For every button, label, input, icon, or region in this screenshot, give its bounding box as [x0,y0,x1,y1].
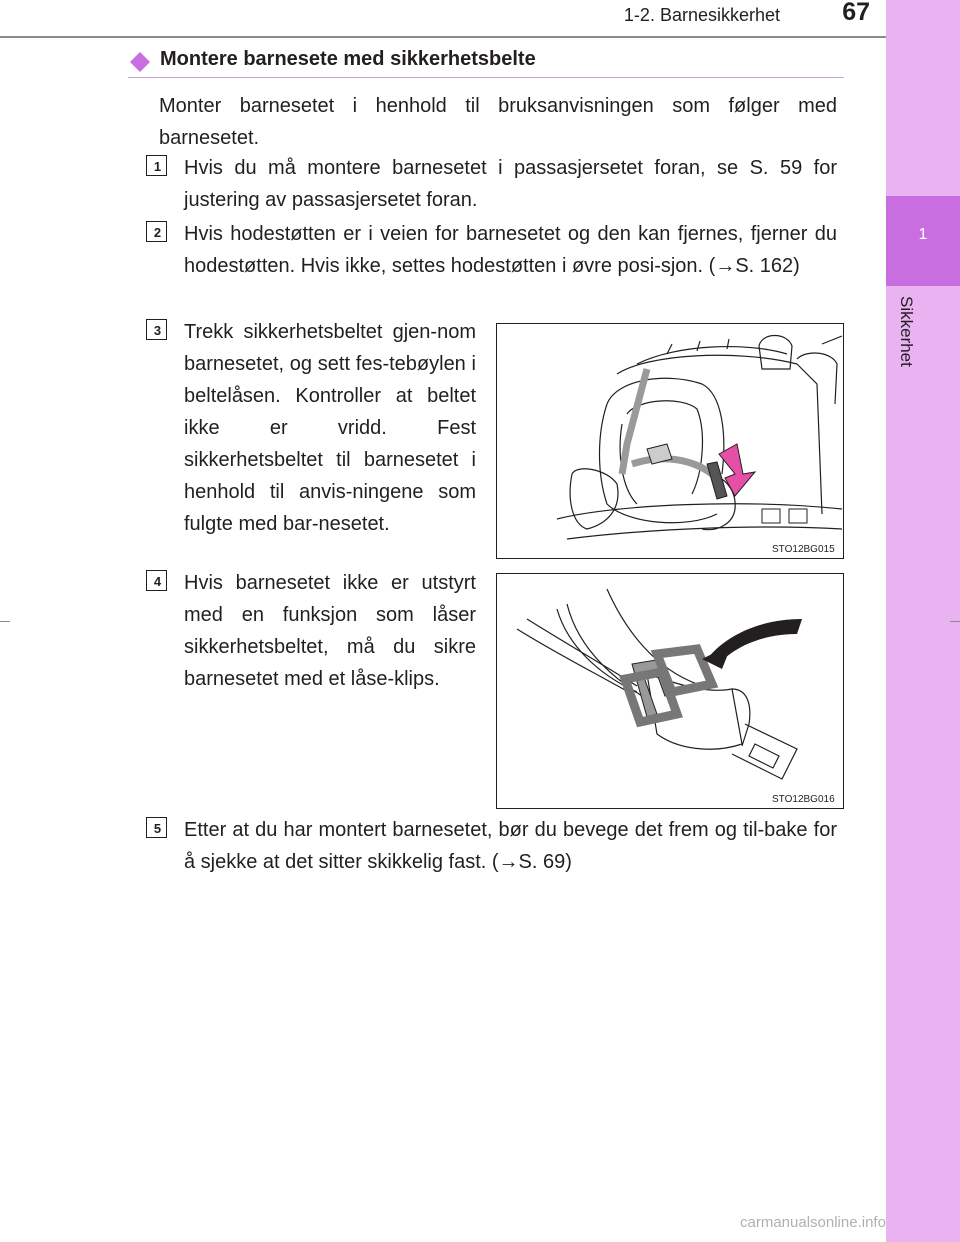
figure-code: STO12BG015 [772,544,835,555]
page-number: 67 [842,0,870,26]
step-number-3: 3 [146,319,167,340]
intro-paragraph: Monter barnesetet i henhold til bruksanvisningen som følger med barnesetet. [159,95,837,149]
child-seat-illustration [497,324,842,557]
step-1-text: Hvis du må montere barnesetet i passasjersetet foran, se S. 59 for justering av passasjersetet foran. [184,157,837,211]
step-2-text: Hvis hodestøtten er i veien for barnesetet og den kan fjernes, fjerner du hodestøtten. Hvis ikke, settes hodestøtten i øvre posi-sjon. (→S. 162) [184,223,837,277]
step-3-text: Trekk sikkerhetsbeltet gjen-nom barnesetet, og sett fes-tebøylen i beltelåsen. Kontroller at beltet ikke er vridd. Fest sikkerhetsbeltet til barnesetet i henhold til anvis-ningene som fulgte med bar-nesetet. [184,321,476,535]
step-number-5: 5 [146,817,167,838]
heading-rule [128,77,844,78]
figure-code: STO12BG016 [772,794,835,805]
header-section-title: 1-2. Barnesikkerhet [623,5,780,25]
step-number-1: 1 [146,155,167,176]
crop-mark-left [0,621,10,622]
locking-clip-illustration [497,574,842,807]
figure-child-seat-belt [496,323,844,559]
watermark: carmanualsonline.info [740,1214,886,1231]
chapter-label: Sikkerhet [897,296,916,367]
crop-mark-right [950,621,960,622]
chapter-number: 1 [918,226,928,243]
step-5-text: Etter at du har montert barnesetet, bør du bevege det frem og til-bake for å sjekke at det sitter skikkelig fast. (→S. 69) [184,819,837,873]
step-number-2: 2 [146,221,167,242]
header-rule [0,36,886,38]
diamond-icon [129,51,151,73]
section-heading: Montere barnesete med sikkerhetsbelte [160,48,536,70]
figure-locking-clip [496,573,844,809]
step-number-4: 4 [146,570,167,591]
chapter-sidebar [886,0,960,1242]
step-4-text: Hvis barnesetet ikke er utstyrt med en funksjon som låser sikkerhetsbeltet, må du sikre barnesetet med et låse-klips. [184,572,476,690]
